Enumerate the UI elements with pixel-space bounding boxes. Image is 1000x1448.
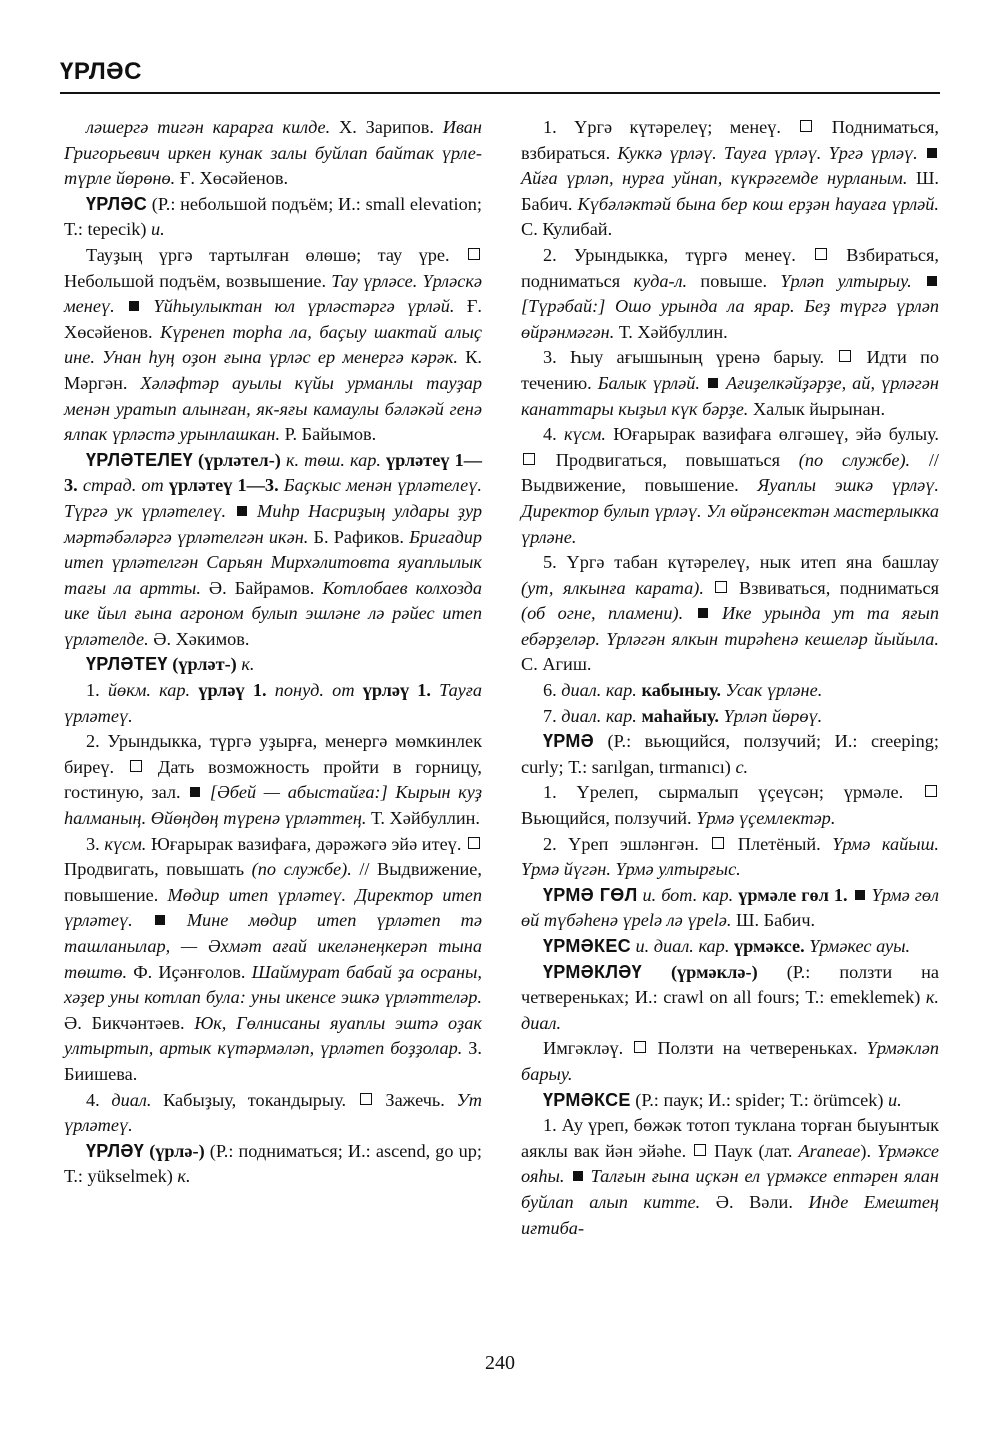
- right_column-entry-15: 1. Ау үреп, бөжәк тотоп туклана торған быуынтык аяклы вак йән эйәһе. Паук (лат. Araneae). Үрмәксе ояһы. Талғын ғына иҫкән ел үрмәксе ептәрен ялан буйлап алып китте. Ә. Вәли. Инде Емештең иғтиба-: [521, 1115, 940, 1238]
- right_column-entry-11: ҮРМӘКЕС и. диал. кар. үрмәксе. Үрмәкес ауы.: [543, 936, 911, 956]
- left_column-entry-0: ләшергә тигән карарға килде. Х. Зарипов. Иван Григорьевич иркен кунак залы буйлап байтак үрле-түрле йөрөнө. Ғ. Хөсәйенов.: [64, 117, 482, 189]
- right_column-entry-6: 7. диал. кар. маһайыу. Үрләп йөрөү.: [543, 705, 823, 726]
- right-column: [521, 115, 939, 1241]
- right_column-entry-8: 1. Үрелеп, сырмалып үҫеүсән; үрмәле. Вьющийся, ползучий. Үрмә үҫемлектәр.: [521, 780, 939, 831]
- left_column-entry-7: 3. күсм. Юғарырак вазифаға, дәрәжәгә эйә итеү. Продвигать, повышать (по службе). // Выдвижение, повышение. Мөдир итеп үрләтеү. Директор итеп үрләтеү. Мине мөдир итеп үрләтеп тә ташланылар, — Әхмәт ағай икеләнеңкерәп тына төштө. Ф. Иҫәнғолов. Шаймурат бабай ҙа осраны, хәҙер уны котлап була: уны икенсе эшкә үрләттеләр. Ә. Бикчәнтәев. Юк, Гөлнисаны яуаплы эштә оҙак ултыртып, артык күтәрмәләп, үрләтеп боҙҙолар. З. Биишева.: [64, 833, 482, 1084]
- right_column-entry-13: Имгәкләү. Ползти на четвереньках. Үрмәкләп барыу.: [521, 1038, 939, 1084]
- right_column-entry-3: 4. күсм. Юғарырак вазифаға өлгәшеү, эйә булыу. Продвигаться, повышаться (по службе). // Выдвижение, повышение. Яуаплы эшкә үрләү. Директор булып үрләү. Ул өйрәнсектән мастерлыкка үрләне.: [521, 424, 939, 547]
- right_column-entry-9: 2. Үреп эшләнгән. Плетёный. Үрмә кайыш. Үрмә йүгән. Үрмә ултырғыс.: [521, 833, 939, 880]
- left_column-entry-2: Тауҙың үргә тартылған өлөшө; тау үре. Небольшой подъём, возвышение. Тау үрләсе. Үрләскә менеү. Үйһыулыктан юл үрләстәргә үрләй. Ғ. Хөсәйенов. Күренеп торһа ла, баҫыу шактай алыҫ ине. Унан һуң оҙон ғына үрләс ер менергә кәрәк. К. Мәргән. Хәләфтәр ауылы күйы урманлы тауҙар менән уратып алынған, як-яғы камаулы бәләкәй генә ялпак үрләстә урынлашкан. Р. Байымов.: [64, 244, 482, 445]
- right_column-entry-0: 1. Үргә күтәрелеү; менеү. Подниматься, взбираться. Куккә үрләү. Тауға үрләү. Үргә үрләү. Айға үрләп, нурға уйнап, күкрәгемде нурланым. Ш. Бабич. Күбәләктәй бына бер кош ерҙән һауаға үрләй. С. Кулибай.: [521, 117, 939, 240]
- right_column-entry-7: ҮРМӘ (Р.: вьющийся, ползучий; И.: creeping; curly; Т.: sarılgan, tırmanıcı) с.: [521, 731, 939, 777]
- right_column-entry-12: ҮРМӘКЛӘҮ (үрмәклә-) (Р.: ползти на четвереньках; И.: crawl on all fours; Т.: emeklemek) к. диал.: [521, 961, 939, 1033]
- left_column-entry-1: ҮРЛӘС (Р.: небольшой подъём; И.: small elevation; Т.: tepecik) и.: [64, 193, 482, 240]
- page-header: [60, 52, 940, 94]
- left_column-entry-9: ҮРЛӘҮ (үрлә-) (Р.: подниматься; И.: ascend, go up; Т.: yükselmek) к.: [64, 1140, 482, 1187]
- right_column-entry-14: ҮРМӘКСЕ (Р.: паук; И.: spider; Т.: örümcek) и.: [543, 1089, 902, 1110]
- right_column-entry-2: 3. Һыу ағышының үренә барыу. Идти по течению. Балык үрләй. Ағиҙелкәйҙәрҙе, ай, үрләгән канаттары кыҙыл күк бәрҙе. Халык йырынан.: [521, 347, 940, 419]
- left_column-entry-4: ҮРЛӘТЕҮ (үрләт-) к.: [86, 654, 255, 675]
- page-number: 240: [485, 1352, 515, 1374]
- right_column-entry-5: 6. диал. кар. кабыныу. Усак үрләне.: [543, 680, 823, 701]
- right_column-entry-1: 2. Урындыкка, түргә менеү. Взбираться, подниматься куда-л. повыше. Үрләп ултырыу. [Түрәбай:] Ошо урында ла ярар. Беҙ түргә үрләп өйрәнмәгән. Т. Хәйбуллин.: [521, 244, 939, 342]
- right_column-entry-10: ҮРМӘ ГӨЛ и. бот. кар. үрмәле гөл 1. Үрмә гөл өй түбәһенә үреlә лә үреlә. Ш. Бабич.: [521, 884, 940, 931]
- left_column-entry-5: 1. йөкм. кар. үрләү 1. понуд. от үрләү 1. Тауға үрләтеү.: [64, 680, 482, 726]
- left_column-entry-3: ҮРЛӘТЕЛЕҮ (үрләтел-) к. төш. кар. үрләтеү 1—3. страд. от үрләтеү 1—3. Баҫкыс менән үрләтелеү. Түргә ук үрләтелеү. Миһр Насриҙың улдары ҙур мәртәбәләргә үрләтелгән икән. Б. Рафиков. Бригадир итеп үрләтелгән Сарьян Мирхәлитовта яуаплылык тағы ла артты. Ә. Байрамов. Котлобаев колхозда ике йыл ғына агроном булып эшләне лә рәйес итеп үрләтелде. Ә. Хәкимов.: [64, 449, 483, 649]
- running-headword: ҮРЛӘС: [60, 58, 142, 85]
- left_column-entry-8: 4. диал. Кабыҙыу, токандырыу. Зажечь. Ут үрләтеү.: [64, 1089, 483, 1136]
- left_column-entry-6: 2. Урындыкка, түргә уҙырға, менергә мөмкинлек биреү. Дать возможность пройти в горницу, гостиную, зал. [Әбей — абыстайға:] Кырын куҙ һалманың. Өйөңдөң түренә үрләттең. Т. Хәйбуллин.: [64, 731, 482, 829]
- right_column-entry-4: 5. Үргә табан күтәрелеү, нык итеп яна башлау (ут, ялкынға карата). Взвиваться, подниматься (об огне, пламени). Ике урында ут та яғып ебәрҙеләр. Үрләгән ялкын тирәһенә кешеләр йыйыла. С. Агиш.: [521, 552, 939, 675]
- left-column: [64, 115, 482, 1190]
